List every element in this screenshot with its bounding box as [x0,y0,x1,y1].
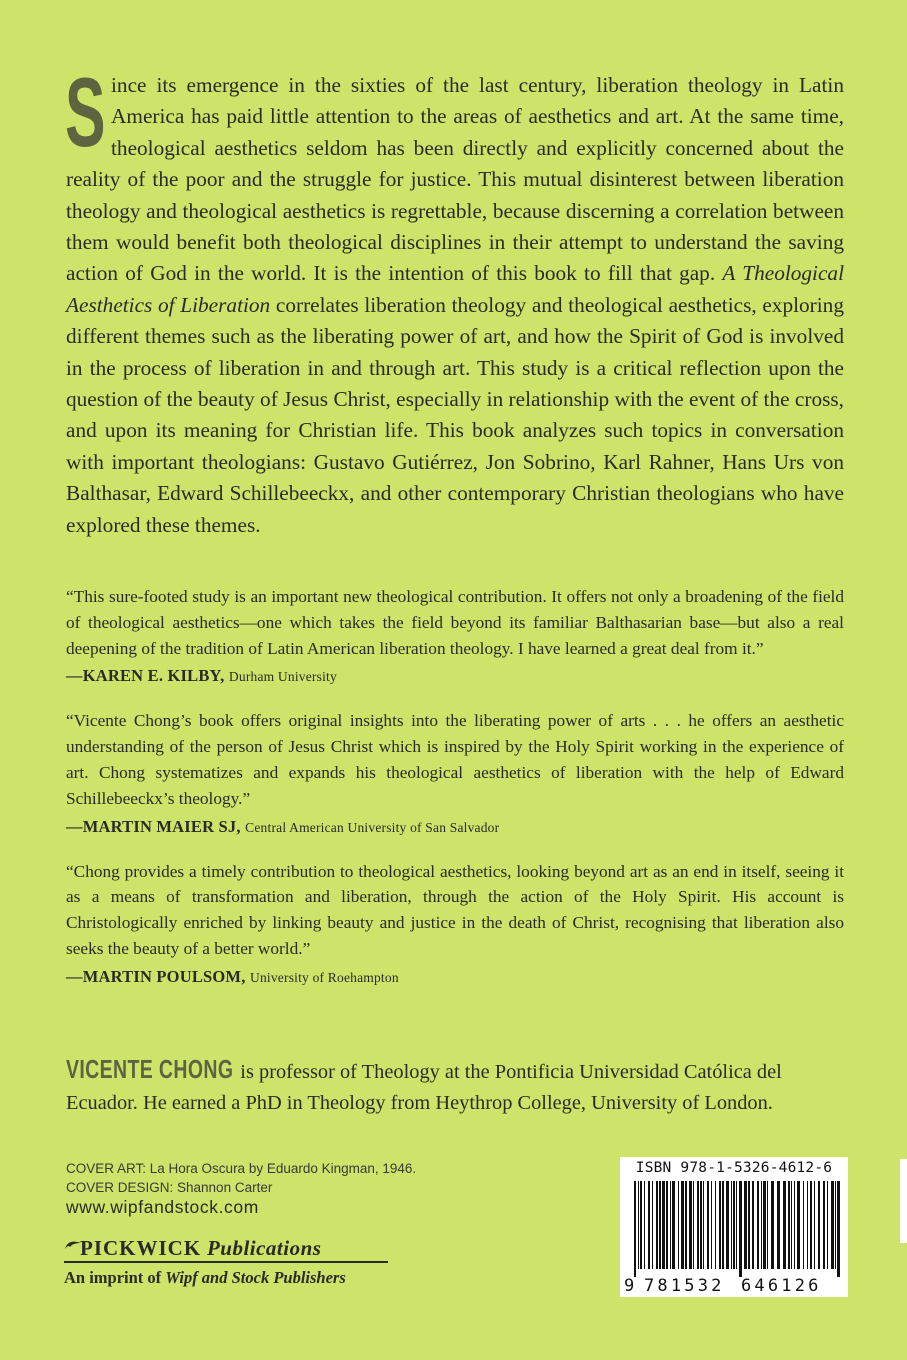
endorser-affiliation: Central American University of San Salvador [245,819,500,835]
endorser-name: —KAREN E. KILBY, [66,666,225,686]
barcode-bar [726,1181,729,1269]
barcode-bar [715,1181,716,1269]
blurb-text-2: correlates liberation theology and theological aesthetics, exploring different themes such as the liberating power of art, and how the Spirit of God is involved in the process of liberation in and through art. This study is a critical reflection upon the question of the beauty of Jesus Christ, especially in relationship with the event of the cross, and upon its meaning for Christian life. This book analyzes such topics in conversation with important theologians: Gustavo Gutiérrez, Jon Sobrino, Karl Rahner, Hans Urs von Balthasar, Edward Schillebeeckx, and other contemporary Christian theologians who have explored these themes. [66,292,844,537]
barcode-bar [827,1181,828,1269]
barcode-bar [644,1181,645,1269]
barcode-bar [693,1181,694,1269]
barcode-bar [767,1181,768,1269]
isbn-barcode [620,1157,848,1297]
endorsement-text: “This sure-footed study is an important new theological contribution. It offers not only a broadening of the field of theological aesthetics—one which takes the field beyond its familiar Balthasarian base—but also a real deepening of the tradition of Latin American liberation theology. I have learned a great deal from it.” [66,587,844,658]
cover-credits [66,1159,416,1197]
barcode-bar [744,1181,747,1269]
barcode-bar [835,1181,836,1269]
endorsement-text: “Chong provides a timely contribution to theological aesthetics, looking beyond art as an end in itself, seeing it as a means of transformation and liberation, through the action of the Holy Spirit. His account is Christologically enriched by linking beauty and justice in the death of Christ, recognising that liberation also seeks the beauty of a better world.” [66,861,844,958]
publisher-divider [64,1261,388,1263]
endorser-name: —MARTIN MAIER SJ, [66,816,241,836]
barcode-bar [771,1181,774,1269]
barcode-bar [739,1181,742,1277]
author-bio-text: is professor of Theology at the Pontificia Universidad Católica del Ecuador. He earned a PhD in Theology from Heythrop College, University of London. [66,1061,782,1114]
barcode-bar [831,1181,834,1269]
book-title: A Theological Aesthetics of Liberation [66,261,844,317]
barcode-bar [807,1181,808,1269]
drop-cap: S [65,57,106,167]
barcode-bar [823,1181,825,1269]
barcode-bar [672,1181,675,1269]
barcode-bar [763,1181,766,1269]
endorser-affiliation: Durham University [228,669,337,685]
isbn-number: ISBN 978-1-5326-4612-6 [635,1160,833,1176]
barcode-bar [803,1181,804,1269]
barcode-bar [814,1181,815,1269]
barcode-bar [700,1181,702,1269]
barcode-bar [748,1181,750,1269]
cover-art-credit: COVER ART: La Hora Oscura by Eduardo Kingman, 1946. [66,1161,417,1176]
barcode-bar [797,1181,800,1269]
description-blurb [65,57,844,541]
pickwick-logo-icon [64,1232,82,1244]
barcode-bar [837,1181,840,1277]
barcode-bar [656,1181,658,1269]
imprint-prefix: An imprint of [64,1268,162,1287]
barcode-bar [791,1181,792,1269]
barcode-bar [736,1181,737,1269]
endorser-affiliation: University of Roehampton [250,969,399,985]
barcode-bar [731,1181,732,1269]
edge-mark [900,1159,907,1243]
barcode-digits-right: 646126 [741,1276,822,1296]
barcode-bar [634,1181,636,1277]
barcode-digit-lead: 9 [624,1276,635,1296]
barcode-bar [659,1181,661,1269]
publisher-website: www.wipfandstock.com [66,1197,259,1217]
barcode-bar [794,1181,795,1269]
cover-design-credit: COVER DESIGN: Shannon Carter [66,1180,273,1195]
barcode-bar [757,1181,759,1269]
endorsement-text: “Vicente Chong’s book offers original insights into the liberating power of arts . . . he offers an aesthetic understanding of the person of Jesus Christ which is inspired by the Holy Spirit working in the experience of art. Chong systematizes and expands his theological aesthetics of liberation with the help of Edward Schillebeeckx’s theology.” [66,711,844,808]
barcode-bar [711,1181,712,1269]
endorsement-attribution [66,817,844,837]
endorsement-attribution [66,666,844,686]
endorsement-attribution [66,967,844,987]
barcode-bar [697,1181,699,1269]
blurb-text-1: ince its emergence in the sixties of the last century, liberation theology in Latin America has paid little attention to the areas of aesthetics and art. At the same time, theological aesthetics seldom has been directly and explicitly concerned about the reality of the poor and the struggle for justice. This mutual disinterest between liberation theology and theological aesthetics is regrettable, because discerning a correlation between them would benefit both theological disciplines in their attempt to understand the saving action of God in the world. It is the intention of this book to fill that gap. [66,73,844,286]
publisher-name: PICKWICK [80,1236,202,1260]
barcode-bar [788,1181,790,1269]
barcode-bar [761,1181,762,1269]
barcode-bar [662,1181,665,1269]
barcode-bar [818,1181,820,1269]
barcode-bar [719,1181,721,1269]
barcode-bar [648,1181,650,1269]
endorsement-maier [66,708,844,836]
barcode-bar [783,1181,786,1269]
barcode-bar [777,1181,780,1269]
endorsement-poulsom [66,859,844,987]
endorser-name: —MARTIN POULSOM, [66,966,246,986]
barcode-bar [685,1181,687,1269]
barcode-bar [670,1181,671,1269]
author-name: VICENTE CHONG [66,1054,234,1084]
barcode-bar [678,1181,679,1269]
barcode-bar [733,1181,735,1269]
barcode-bar [638,1181,639,1269]
barcode-bar [666,1181,668,1269]
barcode-bar [707,1181,709,1269]
author-bio [66,1054,844,1118]
endorsement-kilby [66,584,844,686]
publisher-name-italic: Publications [206,1236,322,1260]
publisher-logo [64,1236,321,1261]
barcode-bar [752,1181,754,1269]
barcode-digits-left: 781532 [644,1276,725,1296]
barcode-bar [689,1181,692,1269]
barcode-bar [681,1181,684,1269]
barcode-bars [634,1181,842,1277]
endorsements [66,584,844,1009]
barcode-bar [810,1181,812,1269]
barcode-bar [652,1181,653,1269]
imprint-publisher: Wipf and Stock Publishers [165,1268,346,1287]
barcode-bar [703,1181,704,1269]
imprint-line [64,1268,346,1288]
barcode-bar [722,1181,724,1269]
barcode-bar [640,1181,642,1269]
